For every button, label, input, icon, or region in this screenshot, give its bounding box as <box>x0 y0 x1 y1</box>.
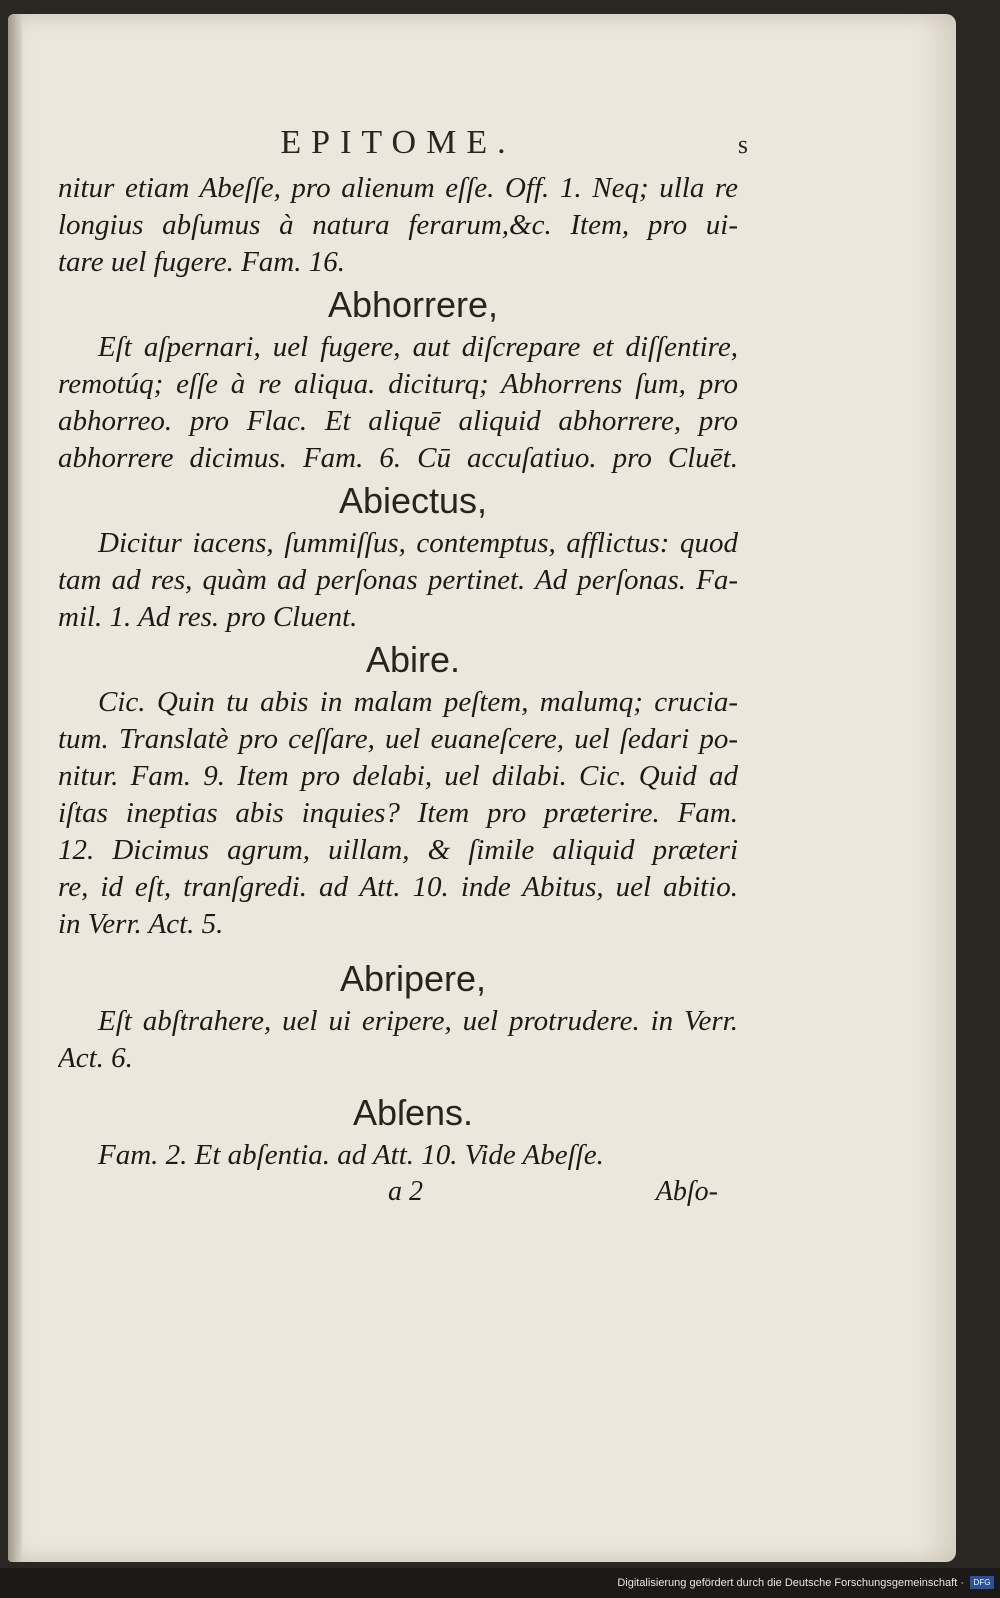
catchword: Abſo- <box>655 1176 718 1207</box>
paragraph-abire <box>58 684 738 943</box>
text-line: tare uel fugere. Fam. 16. <box>58 246 345 278</box>
signature-row <box>58 1174 738 1214</box>
running-head <box>58 124 748 170</box>
text-line: tam ad res, quàm ad perſonas pertinet. Ad perſonas. Fa- <box>58 564 738 596</box>
dfg-logo-badge: DFG <box>970 1576 994 1589</box>
text-line: mil. 1. Ad res. pro Cluent. <box>58 601 358 633</box>
book-page <box>8 14 956 1562</box>
text-line: in Verr. Act. 5. <box>58 908 224 940</box>
signature-mark: a 2 <box>388 1176 423 1207</box>
entry-heading-abhorrere: Abhorrere, <box>327 284 499 325</box>
text-line: Act. 6. <box>58 1042 133 1074</box>
text-line: Eſt abſtrahere, uel ui eripere, uel protrudere. in Verr. <box>98 1005 738 1037</box>
entry-heading-abripere: Abripere, <box>339 958 487 999</box>
text-line: Eſt aſpernari, uel fugere, aut diſcrepare et diſſentire, <box>98 331 738 363</box>
funding-notice: Digitalisierung gefördert durch die Deutsche Forschungsgemeinschaft · <box>617 1577 964 1589</box>
text-line: longius abſumus à natura ferarum,&c. Item, pro ui- <box>58 209 738 241</box>
text-line: abhorreo. pro Flac. Et aliquē aliquid abhorrere, pro <box>58 405 738 437</box>
text-line: remotúq; eſſe à re aliqua. diciturq; Abhorrens ſum, pro <box>58 368 738 400</box>
text-line: re, id eſt, tranſgredi. ad Att. 10. inde Abitus, uel abitio. <box>58 871 738 903</box>
page-text <box>58 124 748 1214</box>
text-line: 12. Dicimus agrum, uillam, & ſimile aliquid præteri <box>58 834 738 866</box>
text-line: Dicitur iacens, ſummiſſus, contemptus, afflictus: quod <box>98 527 738 559</box>
text-line: Fam. 2. Et abſentia. ad Att. 10. Vide Abeſſe. <box>98 1139 604 1171</box>
entry-heading-abire: Abire. <box>365 639 461 680</box>
paragraph-intro <box>58 170 738 281</box>
entry-heading-abiectus: Abiectus, <box>338 480 488 521</box>
text-line: nitur etiam Abeſſe, pro alienum eſſe. Off. 1. Neq; ulla re <box>58 172 738 204</box>
folio-mark: s <box>737 130 748 159</box>
text-line: iſtas ineptias abis inquies? Item pro præterire. Fam. <box>58 797 738 829</box>
paragraph-absens <box>58 1137 738 1174</box>
paragraph-abhorrere <box>58 329 738 477</box>
running-head-title: EPITOME. <box>280 124 516 161</box>
text-line: nitur. Fam. 9. Item pro delabi, uel dilabi. Cic. Quid ad <box>58 760 738 792</box>
text-line: Cic. Quin tu abis in malam peſtem, malumq; crucia- <box>98 686 738 718</box>
footer-bar <box>0 1568 1000 1598</box>
entry-heading-absens: Abſens. <box>352 1092 474 1133</box>
text-line: tum. Translatè pro ceſſare, uel euaneſcere, uel ſedari po- <box>58 723 738 755</box>
paragraph-abiectus <box>58 525 738 636</box>
text-line: abhorrere dicimus. Fam. 6. Cū accuſatiuo. pro Cluēt. <box>58 442 738 474</box>
paragraph-abripere <box>58 1003 738 1077</box>
